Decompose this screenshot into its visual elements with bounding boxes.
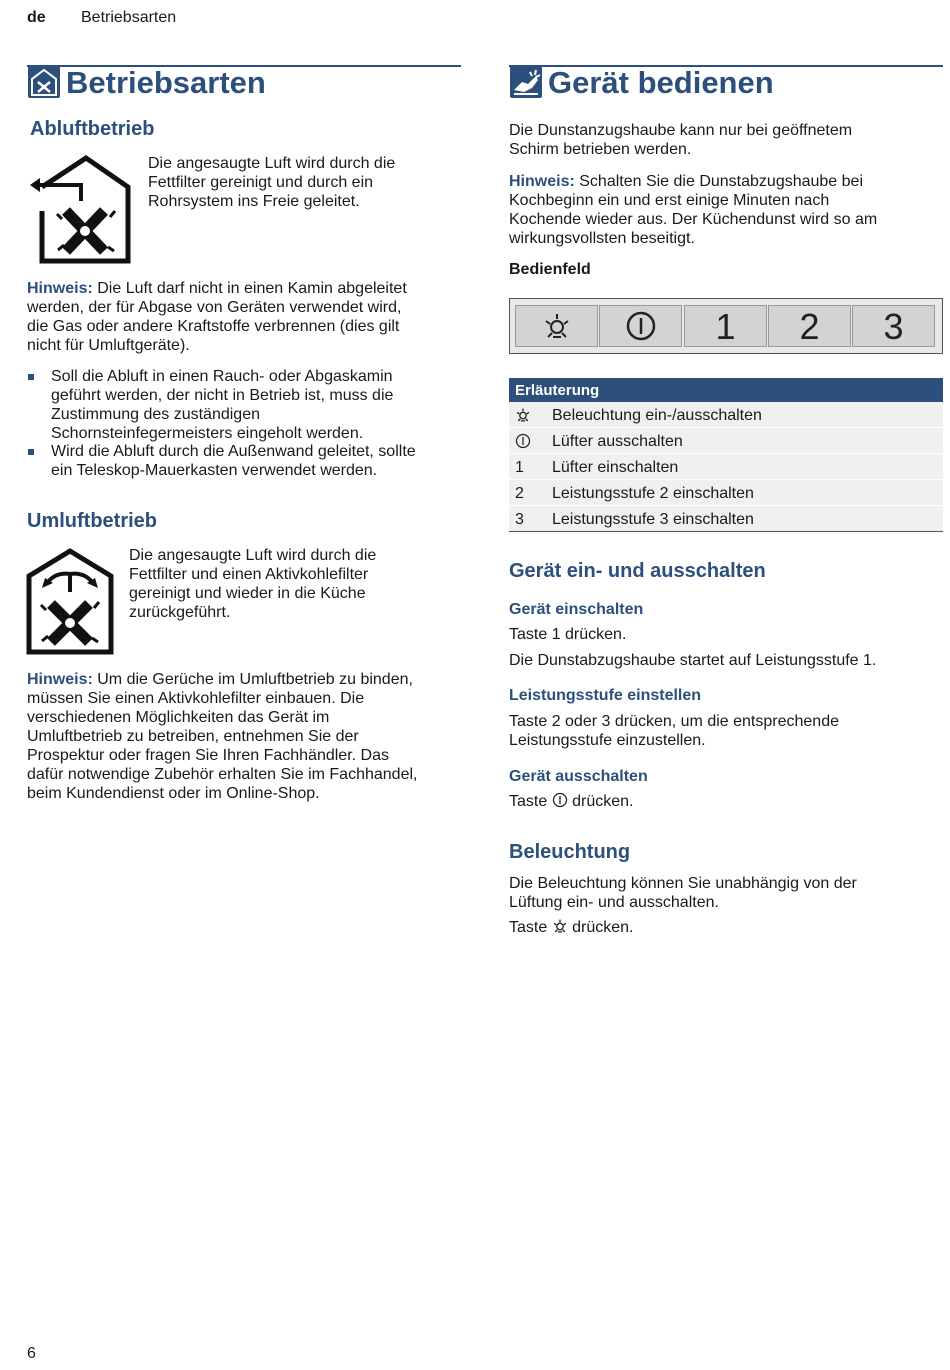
running-header: Betriebsarten [81, 9, 177, 26]
abluft-description: Die angesaugte Luft wird durch die Fettfilter gereinigt und durch ein Rohrsystem ins Freie geleitet. [148, 155, 396, 210]
switch-off-step: Taste drücken. [509, 792, 634, 813]
heading-geraet-einschalten: Gerät einschalten [509, 601, 644, 618]
light-icon [552, 918, 568, 939]
level-1-button[interactable]: 1 [684, 305, 767, 347]
umluft-hint: Hinweis: Um die Gerüche im Umluftbetrieb zu binden, müssen Sie einen Aktivkohlefilter einbauen. Die verschiedenen Möglichkeiten das Gerät im Umluftbetrieb zu betreiben, entnehmen Sie der Prospektur oder fragen Sie Ihren Fachhändler. Das dafür notwendige Zubehör erhalten Sie im Fachhandel, beim Kundendienst oder im Online-Shop. [27, 671, 418, 802]
hand-press-icon [510, 66, 542, 98]
umluft-description: Die angesaugte Luft wird durch die Fettfilter und einen Aktivkohlefilter gereinigt und wieder in die Küche zurückgeführt. [129, 547, 377, 621]
list-item: Wird die Abluft durch die Außenwand geleitet, sollte ein Teleskop-Mauerkasten verwendet werden. [51, 443, 416, 479]
light-button[interactable] [515, 305, 598, 347]
heading-beleuchtung: Beleuchtung [509, 841, 631, 863]
fan-off-button[interactable] [599, 305, 682, 347]
section-title-betriebsarten: Betriebsarten [66, 65, 266, 100]
light-icon [515, 406, 531, 428]
language-code: de [27, 9, 46, 26]
page-number: 6 [27, 1345, 36, 1362]
heading-abluftbetrieb: Abluftbetrieb [30, 118, 155, 140]
table-row: 3 Leistungsstufe 3 einschalten [509, 506, 943, 532]
heading-umluftbetrieb: Umluftbetrieb [27, 510, 157, 532]
abluft-hint: Hinweis: Die Luft darf nicht in einen Kamin abgeleitet werden, der für Abgase von Geräten verwendet wird, die Gas oder andere Kraftstoffe verbrennen (dies gilt nicht für Umluftgeräte). [27, 280, 407, 354]
section-title-geraet-bedienen: Gerät bedienen [548, 65, 774, 100]
control-panel [509, 298, 943, 354]
heading-geraet-ausschalten: Gerät ausschalten [509, 768, 648, 785]
table-row: 2 Leistungsstufe 2 einschalten [509, 480, 943, 506]
bullet-marker [28, 374, 34, 380]
lighting-description: Die Beleuchtung können Sie unabhängig von der Lüftung ein- und ausschalten. [509, 875, 857, 911]
exhaust-mode-icon [26, 155, 132, 265]
heading-ein-ausschalten: Gerät ein- und ausschalten [509, 560, 766, 582]
lighting-step: Taste drücken. [509, 918, 634, 939]
house-fan-icon [28, 66, 60, 98]
switch-on-result: Die Dunstabzugshaube startet auf Leistungsstufe 1. [509, 652, 877, 669]
power-off-icon [625, 310, 657, 342]
switch-on-step: Taste 1 drücken. [509, 626, 627, 643]
level-step: Taste 2 oder 3 drücken, um die entsprechende Leistungsstufe einzustellen. [509, 713, 839, 749]
list-item: Soll die Abluft in einen Rauch- oder Abgaskamin geführt werden, der nicht in Betrieb ist, muss die Zustimmung des zuständigen Schornsteinfegermeisters eingeholt werden. [51, 368, 394, 442]
heading-leistungsstufe: Leistungsstufe einstellen [509, 687, 702, 704]
level-3-button[interactable]: 3 [852, 305, 935, 347]
table-header: Erläuterung [509, 378, 943, 402]
level-2-button[interactable]: 2 [768, 305, 851, 347]
light-icon [542, 311, 572, 341]
table-row: Lüfter ausschalten [509, 428, 943, 454]
intro-text: Die Dunstanzugshaube kann nur bei geöffnetem Schirm betrieben werden. [509, 122, 853, 158]
operation-hint: Hinweis: Schalten Sie die Dunstabzugshaube bei Kochbeginn ein und erst einige Minuten nach Kochende wieder aus. Der Küchendunst wird so am wirkungsvollsten beseitigt. [509, 173, 878, 247]
table-row: 1 Lüfter einschalten [509, 454, 943, 480]
recirculation-mode-icon [26, 548, 114, 656]
table-row: Beleuchtung ein-/ausschalten [509, 402, 943, 428]
bullet-marker [28, 449, 34, 455]
power-off-icon [552, 792, 568, 813]
control-panel-label: Bedienfeld [509, 261, 591, 278]
power-off-icon [515, 432, 531, 454]
